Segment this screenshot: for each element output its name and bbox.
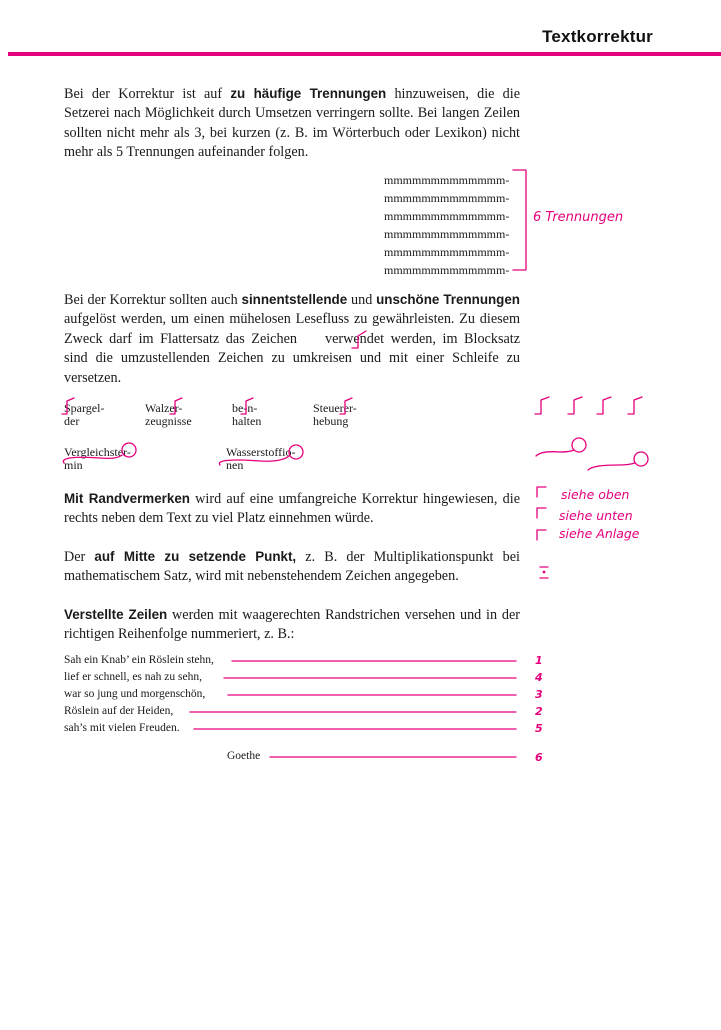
- bracket-mark: [513, 170, 526, 270]
- circle-mark: [634, 452, 648, 466]
- margin-note: siehe unten: [559, 508, 633, 523]
- word-top: be-n-: [232, 401, 258, 415]
- m-line: mmmmmmmmmmmmm-: [384, 173, 510, 187]
- word-top: Spargel-: [64, 401, 105, 415]
- m-line: mmmmmmmmmmmmm-: [384, 227, 510, 241]
- emphasis: auf Mitte zu setzende Punkt,: [94, 549, 297, 564]
- loop-mark: [219, 456, 289, 465]
- emphasis: zu häufige Trennungen: [230, 86, 387, 101]
- text: werden mit waagerechten Randstrichen versehen und in der richtigen Reihenfolge nummeriert, z. B.:: [64, 607, 521, 643]
- hyphen-mark-icon: [62, 398, 74, 414]
- hyphen-mark-icon: [170, 398, 182, 414]
- line-number: 1: [535, 654, 543, 667]
- text: aufgelöst werden, um einen mühelosen Lesefluss zu gewährleisten. Zu diesem Zweck darf im Flattersatz das Zeichen: [64, 311, 520, 347]
- poem-line: Sah ein Knab’ ein Röslein stehn,: [64, 654, 214, 666]
- corner-mark: [537, 487, 546, 497]
- poem-line: lief er schnell, es nah zu sehn,: [64, 671, 202, 683]
- circle-mark: [122, 443, 136, 457]
- m-line: mmmmmmmmmmmmm-: [384, 191, 510, 205]
- poem-author: Goethe: [227, 750, 261, 762]
- word-bottom: der: [64, 413, 80, 428]
- word-bottom: min: [64, 457, 83, 472]
- m-line: mmmmmmmmmmmmm-: [384, 245, 510, 259]
- m-line: mmmmmmmmmmmmm-: [384, 263, 510, 277]
- loop-mark: [536, 450, 574, 456]
- poem-line: war so jung und morgenschön,: [64, 688, 206, 700]
- emphasis: Verstellte Zeilen: [64, 607, 168, 622]
- word-bottom: halten: [232, 413, 262, 428]
- margin-note-hyphens: 6 Trennungen: [533, 210, 624, 225]
- text: z. B. der Multiplikationspunkt bei mathematischem Satz, wird mit nebenstehendem Zeichen angegeben.: [64, 549, 520, 585]
- word-top: Wasserstoffio-: [226, 445, 296, 459]
- loop-mark: [588, 463, 635, 470]
- text: Der: [64, 549, 95, 565]
- hyphen-mark-icon: [535, 397, 549, 414]
- hyphen-mark-icon: [597, 397, 611, 414]
- text: Bei der Korrektur ist auf: [64, 86, 231, 102]
- hyphen-mark-icon: [340, 398, 352, 414]
- hyphen-mark-icon: [352, 331, 366, 348]
- word-top: Walzer-: [145, 401, 183, 415]
- line-number: 3: [535, 688, 543, 701]
- word-bottom: hebung: [313, 413, 349, 428]
- line-number: 5: [535, 722, 543, 735]
- margin-note: siehe oben: [561, 487, 630, 502]
- line-number: 4: [535, 671, 543, 684]
- text: Bei der Korrektur sollten auch: [64, 292, 242, 308]
- emphasis: unschöne Trennungen: [376, 292, 520, 307]
- word-bottom: nen: [226, 457, 244, 472]
- margin-note: siehe Anlage: [559, 526, 640, 541]
- page-title: Textkorrektur: [542, 27, 653, 46]
- loop-mark: [63, 455, 122, 463]
- text: hinzuweisen, die die Setzerei nach Möglichkeit durch Umsetzen verringern sollte. Bei langen Zeilen sollten nicht mehr als 3, bei kurzen (z. B. im Wörterbuch oder Lexikon) nicht mehr als 5 Trennungen aufeinander folgen.: [64, 86, 520, 161]
- m-line: mmmmmmmmmmmmm-: [384, 209, 510, 223]
- emphasis: sinnentstellende: [241, 292, 348, 307]
- circle-mark: [289, 445, 303, 459]
- corner-mark: [537, 508, 546, 518]
- word-bottom: zeugnisse: [145, 413, 192, 428]
- line-number: 6: [535, 751, 543, 764]
- emphasis: Mit Randvermerken: [64, 491, 190, 506]
- text: verwendet werden, im Blocksatz sind die umzustellenden Zeichen zu umkreisen und mit einer Schleife zu versetzen.: [64, 330, 521, 386]
- text: und: [347, 292, 377, 308]
- corner-mark: [537, 530, 546, 540]
- hyphen-mark-icon: [628, 397, 642, 414]
- poem-line: sah’s mit vielen Freuden.: [64, 722, 180, 734]
- hyphen-mark-icon: [568, 397, 582, 414]
- word-top: Steuerer-: [313, 401, 357, 415]
- text: wird auf eine umfangreiche Korrektur hingewiesen, die rechts neben dem Text zu viel Platz einnehmen würde.: [64, 491, 520, 527]
- word-top: Vergleichster-: [64, 445, 131, 459]
- hyphen-mark-icon: [241, 398, 253, 414]
- center-dot: [543, 571, 546, 574]
- poem-line: Röslein auf der Heiden,: [64, 705, 174, 717]
- line-number: 2: [535, 705, 543, 718]
